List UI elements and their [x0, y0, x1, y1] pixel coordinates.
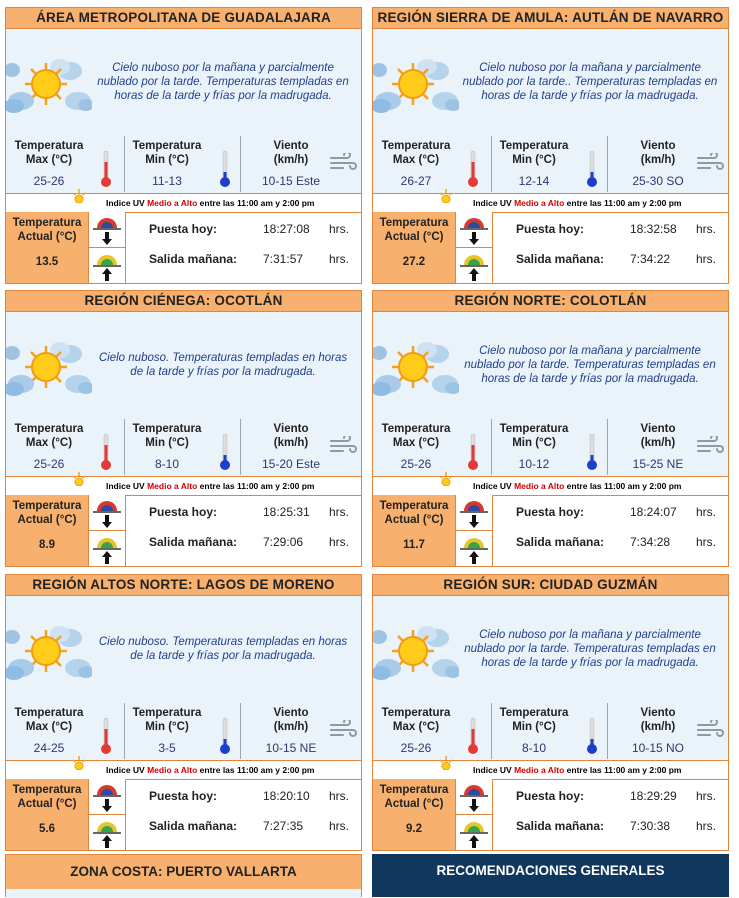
- sunrise-time: 7:34:22: [630, 252, 671, 266]
- wind-label: Viento (km/h): [273, 707, 309, 733]
- sunrise-label: Salida mañana:: [149, 535, 238, 549]
- region-card: [5, 290, 362, 567]
- temp-min-value: 3-5: [158, 741, 176, 755]
- temp-min-column: [492, 703, 608, 759]
- sunrise-time: 7:30:38: [630, 819, 671, 833]
- wind-value: 15-25 NE: [632, 457, 684, 471]
- wind-icon: [696, 720, 724, 740]
- sunrise-icon: [456, 248, 492, 283]
- sunrise-icon-cell: [88, 815, 126, 850]
- sunset-label: Puesta hoy:: [149, 789, 218, 803]
- uv-prefix: Indice UV: [106, 765, 148, 775]
- uv-prefix: Indice UV: [473, 765, 515, 775]
- current-temp-box: [373, 495, 455, 566]
- current-temp-label: Temperatura Actual (°C): [379, 217, 449, 243]
- uv-index-bar: [6, 193, 361, 213]
- wind-icon: [329, 436, 357, 456]
- temp-max-value: 25-26: [400, 741, 432, 755]
- uv-sun-icon: [72, 756, 86, 770]
- temp-min-label: Temperatura Min (°C): [132, 423, 202, 449]
- uv-level: Medio a Alto: [147, 481, 198, 491]
- region-card: [372, 7, 729, 284]
- sunset-icon-cell: [455, 212, 493, 248]
- thermometer-hot-icon: [101, 717, 111, 755]
- region-card: [5, 574, 362, 851]
- temp-max-value: 25-26: [33, 174, 65, 188]
- partly-cloudy-sun-icon: [6, 332, 92, 396]
- wind-column: [241, 136, 361, 192]
- sunset-row: [125, 781, 361, 811]
- temp-min-value: 10-12: [518, 457, 550, 471]
- partly-cloudy-sun-icon: [373, 616, 459, 680]
- sunset-icon: [89, 212, 125, 247]
- sunrise-icon: [89, 531, 125, 566]
- sunrise-label: Salida mañana:: [149, 819, 238, 833]
- temp-max-column: [6, 136, 125, 192]
- hrs-unit: hrs.: [329, 789, 350, 803]
- uv-prefix: Indice UV: [106, 481, 148, 491]
- sunrise-label: Salida mañana:: [516, 252, 605, 266]
- forecast-panel: [373, 596, 728, 760]
- region-card: [372, 574, 729, 851]
- sunset-label: Puesta hoy:: [149, 505, 218, 519]
- current-temp-box: [373, 779, 455, 850]
- sunset-icon: [456, 212, 492, 247]
- uv-suffix: entre las 11:00 am y 2:00 pm: [564, 481, 682, 491]
- sunrise-label: Salida mañana:: [516, 819, 605, 833]
- sunset-icon: [456, 495, 492, 530]
- region-card-costa: [5, 854, 362, 897]
- region-card: [5, 7, 362, 284]
- hrs-unit: hrs.: [696, 505, 717, 519]
- sunset-time: 18:25:31: [263, 505, 310, 519]
- uv-suffix: entre las 11:00 am y 2:00 pm: [197, 765, 315, 775]
- uv-prefix: Indice UV: [473, 481, 515, 491]
- region-title: REGIÓN ALTOS NORTE: LAGOS DE MORENO: [6, 575, 361, 596]
- temp-max-label: Temperatura Max (°C): [14, 423, 84, 449]
- uv-suffix: entre las 11:00 am y 2:00 pm: [564, 765, 682, 775]
- sunrise-row: [125, 244, 361, 274]
- temp-max-column: [6, 419, 125, 475]
- recommendations-header[interactable]: [372, 854, 729, 897]
- region-title: REGIÓN NORTE: COLOTLÁN: [373, 291, 728, 312]
- region-title: REGIÓN SUR: CIUDAD GUZMÁN: [373, 575, 728, 596]
- region-title: ZONA COSTA: PUERTO VALLARTA: [70, 864, 297, 879]
- wind-icon: [696, 153, 724, 173]
- sunset-icon: [89, 779, 125, 814]
- wind-column: [608, 419, 728, 475]
- temp-min-value: 11-13: [152, 174, 182, 188]
- current-temp-value: 11.7: [403, 539, 425, 551]
- sunrise-time: 7:29:06: [263, 535, 304, 549]
- region-title: REGIÓN CIÉNEGA: OCOTLÁN: [6, 291, 361, 312]
- sunrise-icon-cell: [455, 248, 493, 283]
- recommendations-title: RECOMENDACIONES GENERALES: [436, 863, 665, 878]
- sunset-time: 18:20:10: [263, 789, 310, 803]
- sunset-label: Puesta hoy:: [149, 222, 218, 236]
- uv-sun-icon: [439, 189, 453, 203]
- current-temp-value: 9.2: [406, 823, 422, 835]
- sunset-icon-cell: [455, 779, 493, 815]
- temp-min-label: Temperatura Min (°C): [132, 140, 202, 166]
- sunset-icon-cell: [455, 495, 493, 531]
- thermometer-hot-icon: [468, 150, 478, 188]
- sunset-label: Puesta hoy:: [516, 789, 585, 803]
- wind-column: [241, 419, 361, 475]
- uv-suffix: entre las 11:00 am y 2:00 pm: [197, 198, 315, 208]
- sunset-icon-cell: [88, 495, 126, 531]
- sunset-icon: [456, 779, 492, 814]
- wind-value: 10-15 NO: [631, 741, 685, 755]
- uv-suffix: entre las 11:00 am y 2:00 pm: [197, 481, 315, 491]
- hrs-unit: hrs.: [329, 535, 350, 549]
- temp-max-value: 25-26: [33, 457, 65, 471]
- sunrise-icon-cell: [455, 815, 493, 850]
- partly-cloudy-sun-icon: [6, 616, 92, 680]
- temp-max-value: 24-25: [33, 741, 65, 755]
- region-card: [372, 290, 729, 567]
- thermometer-cold-icon: [220, 717, 230, 755]
- sunrise-icon-cell: [88, 248, 126, 283]
- sunrise-row: [125, 811, 361, 841]
- uv-prefix: Indice UV: [473, 198, 515, 208]
- partly-cloudy-sun-icon: [373, 332, 459, 396]
- temp-max-label: Temperatura Max (°C): [381, 423, 451, 449]
- uv-index-bar: [373, 476, 728, 496]
- forecast-text: Cielo nuboso por la mañana y parcialmente nublado por la tarde. Temperaturas templadas en horas de la tarde y frías por la madrugada.: [97, 62, 349, 102]
- current-temp-label: Temperatura Actual (°C): [12, 784, 82, 810]
- temp-max-label: Temperatura Max (°C): [14, 140, 84, 166]
- thermometer-cold-icon: [220, 433, 230, 471]
- wind-label: Viento (km/h): [640, 423, 676, 449]
- sunset-label: Puesta hoy:: [516, 505, 585, 519]
- sunrise-label: Salida mañana:: [516, 535, 605, 549]
- hrs-unit: hrs.: [696, 789, 717, 803]
- thermometer-hot-icon: [101, 150, 111, 188]
- sunrise-icon-cell: [455, 531, 493, 566]
- temp-min-column: [492, 136, 608, 192]
- partly-cloudy-sun-icon: [373, 49, 459, 113]
- uv-index-bar: [6, 760, 361, 780]
- wind-value: 10-15 NE: [265, 741, 317, 755]
- hrs-unit: hrs.: [329, 252, 350, 266]
- temp-max-value: 26-27: [400, 174, 432, 188]
- hrs-unit: hrs.: [329, 505, 350, 519]
- sunset-row: [492, 781, 728, 811]
- sunset-time: 18:32:58: [630, 222, 677, 236]
- current-temp-box: [6, 212, 88, 283]
- temp-min-value: 12-14: [518, 174, 550, 188]
- sunrise-row: [492, 811, 728, 841]
- uv-level: Medio a Alto: [514, 198, 565, 208]
- wind-icon: [329, 153, 357, 173]
- thermometer-cold-icon: [587, 433, 597, 471]
- current-temp-value: 27.2: [402, 256, 426, 268]
- sunset-row: [125, 214, 361, 244]
- temp-max-value: 25-26: [400, 457, 432, 471]
- forecast-panel: [373, 29, 728, 193]
- temp-min-label: Temperatura Min (°C): [132, 707, 202, 733]
- wind-column: [241, 703, 361, 759]
- temp-max-label: Temperatura Max (°C): [381, 140, 451, 166]
- hrs-unit: hrs.: [696, 222, 717, 236]
- temp-max-label: Temperatura Max (°C): [381, 707, 451, 733]
- hrs-unit: hrs.: [696, 252, 717, 266]
- sunset-row: [492, 214, 728, 244]
- uv-level: Medio a Alto: [147, 198, 198, 208]
- temp-max-column: [6, 703, 125, 759]
- uv-index-bar: [6, 476, 361, 496]
- current-temp-value: 8.9: [39, 539, 55, 551]
- sunrise-icon: [456, 531, 492, 566]
- region-title: ÁREA METROPOLITANA DE GUADALAJARA: [6, 8, 361, 29]
- wind-icon: [696, 436, 724, 456]
- current-temp-box: [6, 495, 88, 566]
- uv-index-bar: [373, 193, 728, 213]
- current-temp-label: Temperatura Actual (°C): [379, 784, 449, 810]
- uv-sun-icon: [72, 472, 86, 486]
- temp-min-value: 8-10: [154, 457, 180, 471]
- thermometer-cold-icon: [220, 150, 230, 188]
- sunset-icon-cell: [88, 779, 126, 815]
- uv-level: Medio a Alto: [514, 481, 565, 491]
- sunset-row: [125, 497, 361, 527]
- sunset-time: 18:29:29: [630, 789, 677, 803]
- forecast-panel: [6, 596, 361, 760]
- temp-max-column: [373, 419, 492, 475]
- temp-min-column: [125, 419, 241, 475]
- sunrise-row: [125, 527, 361, 557]
- wind-label: Viento (km/h): [273, 140, 309, 166]
- temp-min-label: Temperatura Min (°C): [499, 707, 569, 733]
- sunrise-icon: [89, 248, 125, 283]
- wind-icon: [329, 720, 357, 740]
- wind-value: 10-15 Este: [261, 174, 321, 188]
- sunrise-row: [492, 527, 728, 557]
- temp-min-label: Temperatura Min (°C): [499, 140, 569, 166]
- uv-suffix: entre las 11:00 am y 2:00 pm: [564, 198, 682, 208]
- uv-level: Medio a Alto: [147, 765, 198, 775]
- wind-label: Viento (km/h): [273, 423, 309, 449]
- current-temp-label: Temperatura Actual (°C): [12, 217, 82, 243]
- forecast-text: Cielo nuboso por la mañana y parcialmente nublado por la tarde. Temperaturas templadas en horas de la tarde y frías por la madrugada.: [464, 345, 716, 385]
- hrs-unit: hrs.: [696, 535, 717, 549]
- sunrise-label: Salida mañana:: [149, 252, 238, 266]
- temp-min-column: [492, 419, 608, 475]
- temp-min-column: [125, 136, 241, 192]
- temp-min-value: 8-10: [521, 741, 547, 755]
- current-temp-box: [6, 779, 88, 850]
- sunrise-time: 7:31:57: [263, 252, 304, 266]
- sunrise-row: [492, 244, 728, 274]
- current-temp-label: Temperatura Actual (°C): [12, 500, 82, 526]
- forecast-text: Cielo nuboso por la mañana y parcialmente nublado por la tarde.. Temperaturas templadas en horas de la tarde y frías por la madrugada.: [462, 62, 718, 102]
- region-title: REGIÓN SIERRA DE AMULA: AUTLÁN DE NAVARRO: [373, 8, 728, 29]
- uv-prefix: Indice UV: [106, 198, 148, 208]
- sunset-label: Puesta hoy:: [516, 222, 585, 236]
- uv-sun-icon: [72, 189, 86, 203]
- uv-sun-icon: [439, 472, 453, 486]
- current-temp-label: Temperatura Actual (°C): [379, 500, 449, 526]
- temp-min-label: Temperatura Min (°C): [499, 423, 569, 449]
- sunrise-icon: [456, 815, 492, 850]
- forecast-text: Cielo nuboso. Temperaturas templadas en horas de la tarde y frías por la madrugada.: [98, 636, 348, 662]
- uv-level: Medio a Alto: [514, 765, 565, 775]
- forecast-panel: [6, 312, 361, 476]
- temp-max-column: [373, 136, 492, 192]
- sunset-time: 18:27:08: [263, 222, 310, 236]
- thermometer-cold-icon: [587, 150, 597, 188]
- sunrise-icon: [89, 815, 125, 850]
- current-temp-box: [373, 212, 455, 283]
- current-temp-value: 5.6: [39, 823, 55, 835]
- uv-index-bar: [373, 760, 728, 780]
- sunrise-icon-cell: [88, 531, 126, 566]
- thermometer-cold-icon: [587, 717, 597, 755]
- wind-column: [608, 136, 728, 192]
- sunrise-time: 7:34:28: [630, 535, 671, 549]
- temp-min-column: [125, 703, 241, 759]
- thermometer-hot-icon: [468, 717, 478, 755]
- forecast-panel: [6, 29, 361, 193]
- temp-max-column: [373, 703, 492, 759]
- partly-cloudy-sun-icon: [6, 49, 92, 113]
- current-temp-value: 13.5: [35, 256, 59, 268]
- sunset-icon: [89, 495, 125, 530]
- hrs-unit: hrs.: [329, 819, 350, 833]
- wind-value: 25-30 SO: [632, 174, 684, 188]
- hrs-unit: hrs.: [696, 819, 717, 833]
- sunset-time: 18:24:07: [630, 505, 677, 519]
- wind-value: 15-20 Este: [261, 457, 321, 471]
- hrs-unit: hrs.: [329, 222, 350, 236]
- forecast-panel: [373, 312, 728, 476]
- sunrise-time: 7:27:35: [263, 819, 304, 833]
- thermometer-hot-icon: [101, 433, 111, 471]
- sunset-icon-cell: [88, 212, 126, 248]
- wind-column: [608, 703, 728, 759]
- wind-label: Viento (km/h): [640, 140, 676, 166]
- sunset-row: [492, 497, 728, 527]
- thermometer-hot-icon: [468, 433, 478, 471]
- forecast-text: Cielo nuboso por la mañana y parcialmente nublado por la tarde. Temperaturas templadas en horas de la tarde y frías por la madrugada.: [464, 629, 716, 669]
- uv-sun-icon: [439, 756, 453, 770]
- temp-max-label: Temperatura Max (°C): [14, 707, 84, 733]
- forecast-text: Cielo nuboso. Temperaturas templadas en horas de la tarde y frías por la madrugada.: [98, 352, 348, 378]
- wind-label: Viento (km/h): [640, 707, 676, 733]
